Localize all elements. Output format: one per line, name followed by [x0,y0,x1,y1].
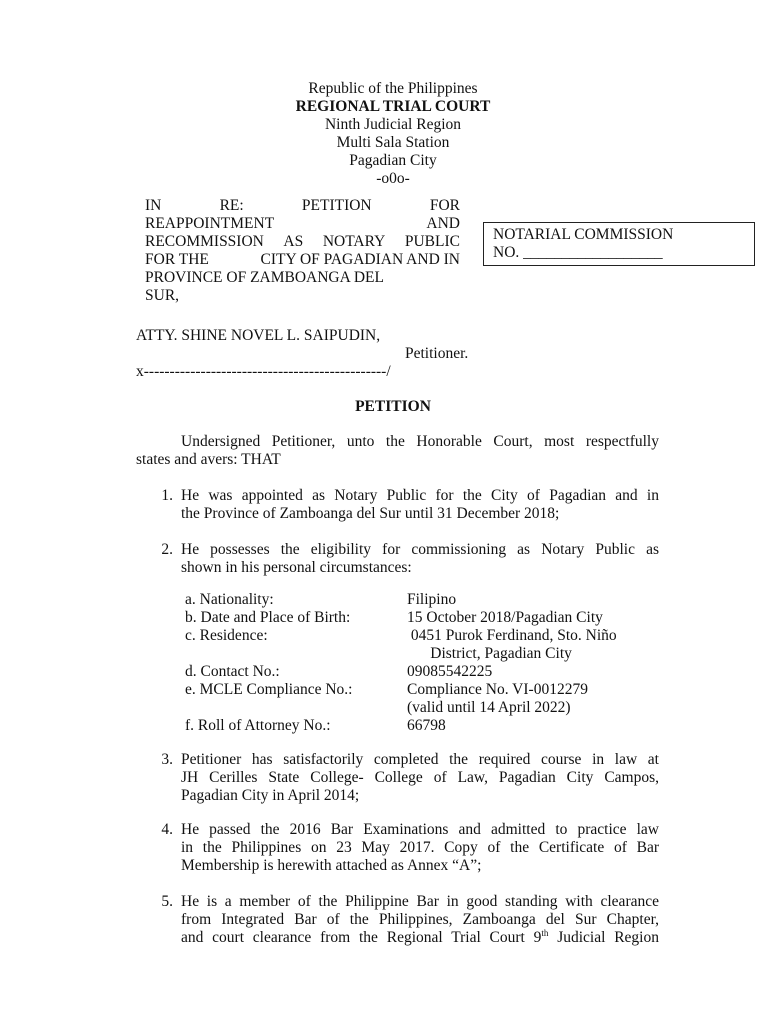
header-ornament: -o0o- [376,170,410,187]
header-court: REGIONAL TRIAL COURT [295,98,491,115]
list-item: 3. Petitioner has satisfactorily completed the required course in law at JH Cerilles State College- College of Law, Pagadian City Campos, Pagadian City in April 2014; [157,751,659,805]
header-station: Multi Sala Station [336,134,450,151]
circumstance-row: c. Residence: 0451 Purok Ferdinand, Sto. Niño [185,627,617,644]
list-item: 5. He is a member of the Philippine Bar in good standing with clearance from Integrated Bar of the Philippines, Zamboanga del Sur Chapter, and court clearance from the Regional Trial Court 9th Judicial Region [157,893,659,947]
item-number: 1. [161,487,173,504]
caption-separator: x-----------------------------------------------/ [136,363,391,380]
circumstance-row: a. Nationality: Filipino [185,591,457,608]
item-number: 3. [161,751,173,768]
case-caption [145,197,460,305]
item-5-last-line: and court clearance from the Regional Trial Court 9th Judicial Region [181,928,659,946]
list-item: 2. He possesses the eligibility for commissioning as Notary Public as shown in his personal circumstances: [157,541,659,577]
caption-line-4: FOR THE CITY OF PAGADIAN AND IN [145,251,460,268]
document-title: PETITION [355,398,431,415]
item-number: 2. [161,541,173,558]
item-number: 4. [161,821,173,838]
ordinal-superscript: th [541,928,549,938]
personal-circumstances [185,591,705,741]
circumstance-row: d. Contact No.: 09085542225 [185,663,493,680]
caption-line-6: SUR, [145,287,180,304]
list-item: 4. He passed the 2016 Bar Examinations and admitted to practice law in the Philippines on 23 May 2017. Copy of the Certificate of Bar Membership is herewith attached as Annex “A”; [157,821,659,875]
caption-line-1: IN RE: PETITION FOR [145,197,460,214]
notarial-commission-box [483,222,755,266]
petitioner-name: ATTY. SHINE NOVEL L. SAIPUDIN, [136,327,381,344]
commission-number-blank: NO. __________________ [493,244,663,261]
caption-line-5: PROVINCE OF ZAMBOANGA DEL [145,269,384,286]
header-region: Ninth Judicial Region [324,116,462,133]
caption-line-3: RECOMMISSION AS NOTARY PUBLIC [145,233,460,250]
intro-line-2: states and avers: THAT [136,451,281,468]
intro-line-1: Undersigned Petitioner, unto the Honorable Court, most respectfully [181,433,659,450]
header-republic: Republic of the Philippines [308,80,478,97]
circumstance-row: f. Roll of Attorney No.: 66798 [185,717,446,734]
petitioner-role: Petitioner. [405,345,469,362]
item-number: 5. [161,893,173,910]
list-item: 1. He was appointed as Notary Public for the City of Pagadian and in the Province of Zamboanga del Sur until 31 December 2018; [157,487,659,523]
header-city: Pagadian City [349,152,437,169]
court-header [0,80,768,188]
commission-label: NOTARIAL COMMISSION [493,226,674,243]
circumstance-row: b. Date and Place of Birth: 15 October 2018/Pagadian City [185,609,603,626]
caption-line-2: REAPPOINTMENT AND [145,215,460,232]
circumstance-row: e. MCLE Compliance No.: Compliance No. VI-0012279 [185,681,588,698]
circumstance-row: (valid until 14 April 2022) [407,699,571,716]
intro-paragraph [136,433,659,469]
circumstance-row: District, Pagadian City [407,645,572,662]
